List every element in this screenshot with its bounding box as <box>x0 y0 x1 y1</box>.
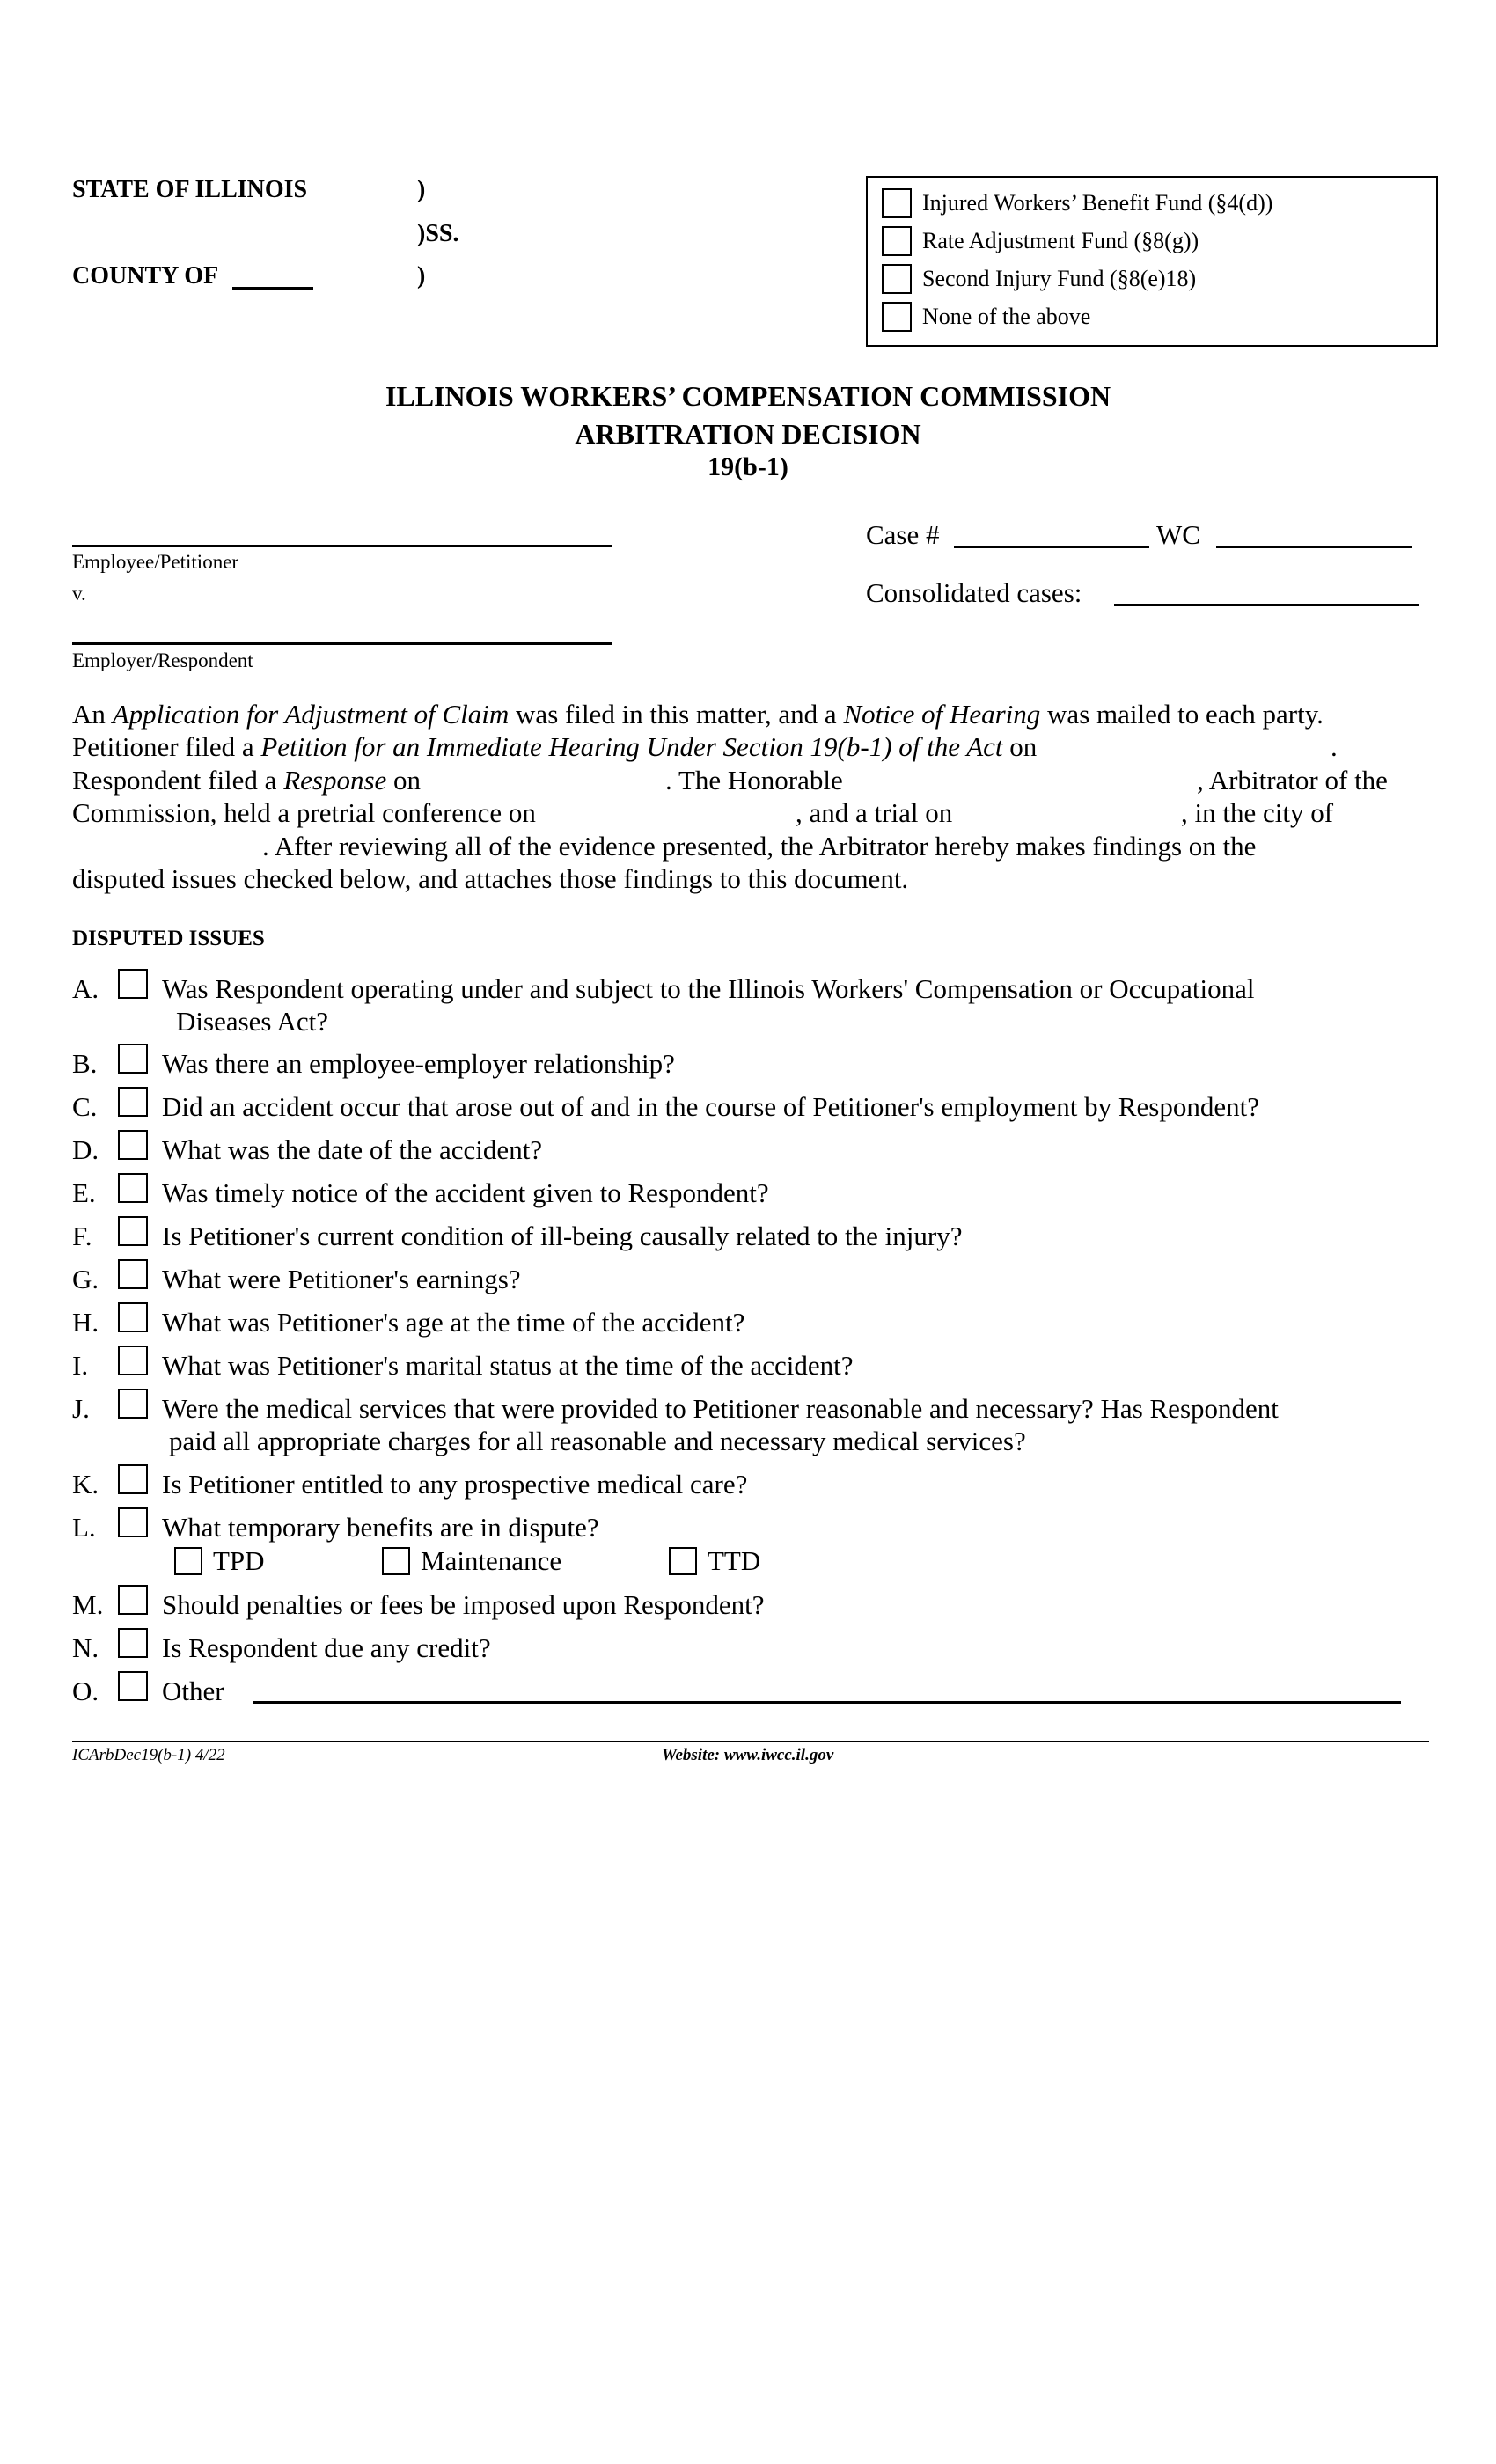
ss-label: )SS. <box>417 220 459 247</box>
intro-line-3c: , Arbitrator of the <box>1197 765 1388 796</box>
issue-text-continued: Diseases Act? <box>176 1006 329 1037</box>
text: on <box>1002 731 1038 762</box>
fund-row-none <box>882 302 1090 332</box>
issue-g-checkbox[interactable] <box>118 1259 148 1289</box>
county-field[interactable] <box>232 287 313 290</box>
issue-text: Was timely notice of the accident given to Respondent? <box>162 1177 769 1208</box>
issue-letter: M. <box>72 1589 104 1620</box>
issue-letter: G. <box>72 1264 99 1294</box>
issue-b-checkbox[interactable] <box>118 1044 148 1074</box>
issue-text: Is Respondent due any credit? <box>162 1632 491 1663</box>
issue-a-checkbox[interactable] <box>118 969 148 999</box>
issue-text: What temporary benefits are in dispute? <box>162 1512 599 1543</box>
text: was filed in this matter, and a <box>509 699 844 730</box>
issue-letter: D. <box>72 1134 99 1165</box>
consolidated-label: Consolidated cases: <box>866 577 1082 608</box>
issue-f-checkbox[interactable] <box>118 1216 148 1246</box>
issue-letter: B. <box>72 1048 98 1079</box>
issue-text: Was there an employee-employer relationship? <box>162 1048 675 1079</box>
benefit-label: Maintenance <box>421 1545 562 1576</box>
decision-title: ARBITRATION DECISION <box>575 418 921 450</box>
issue-e-checkbox[interactable] <box>118 1173 148 1203</box>
employee-name-field[interactable] <box>72 545 612 547</box>
issue-letter: K. <box>72 1469 99 1500</box>
employer-name-field[interactable] <box>72 642 612 645</box>
intro-line-4a: Commission, held a pretrial conference on <box>72 797 536 828</box>
issue-letter: O. <box>72 1676 99 1706</box>
fund-label: Second Injury Fund (§8(e)18) <box>922 266 1197 291</box>
intro-line-4c: , in the city of <box>1181 797 1334 828</box>
issue-letter: J. <box>72 1393 90 1424</box>
intro-line-4b: , and a trial on <box>796 797 953 828</box>
footer-rule <box>72 1741 1429 1742</box>
issue-text: What was Petitioner's age at the time of the accident? <box>162 1307 745 1338</box>
issue-c-checkbox[interactable] <box>118 1087 148 1117</box>
intro-line-5: . After reviewing all of the evidence presented, the Arbitrator hereby makes findings on the <box>262 831 1257 862</box>
benefit-maintenance <box>382 1545 561 1577</box>
issue-text-continued: paid all appropriate charges for all reasonable and necessary medical services? <box>169 1426 1026 1456</box>
sif-checkbox[interactable] <box>882 264 912 294</box>
intro-period: . <box>1331 731 1338 762</box>
issue-letter: A. <box>72 973 99 1004</box>
intro-line-6: disputed issues checked below, and attaches those findings to this document. <box>72 863 909 894</box>
website: Website: www.iwcc.il.gov <box>662 1746 834 1764</box>
issue-text: Were the medical services that were provided to Petitioner reasonable and necessary? Has Respondent <box>162 1393 1279 1424</box>
benefit-label: TPD <box>213 1545 265 1576</box>
ss-paren-top: ) <box>417 176 426 203</box>
wc-label: WC <box>1156 519 1200 550</box>
versus-label: v. <box>72 583 86 605</box>
text: Notice of Hearing <box>843 699 1041 730</box>
issue-text: What were Petitioner's earnings? <box>162 1264 521 1294</box>
issue-h-checkbox[interactable] <box>118 1302 148 1332</box>
issue-m-checkbox[interactable] <box>118 1585 148 1615</box>
iwbf-checkbox[interactable] <box>882 188 912 218</box>
text: Respondent filed a <box>72 765 284 796</box>
disputed-issues-heading: DISPUTED ISSUES <box>72 927 265 950</box>
text: Response <box>283 765 387 796</box>
text: Application for Adjustment of Claim <box>112 699 510 730</box>
case-number-field[interactable] <box>954 546 1149 548</box>
fund-row-raf <box>882 226 1199 256</box>
issue-text: What was the date of the accident? <box>162 1134 543 1165</box>
tpd-checkbox[interactable] <box>174 1547 202 1575</box>
raf-checkbox[interactable] <box>882 226 912 256</box>
issue-o-checkbox[interactable] <box>118 1671 148 1701</box>
consolidated-field[interactable] <box>1114 604 1419 606</box>
fund-row-sif <box>882 264 1196 294</box>
issue-letter: H. <box>72 1307 99 1338</box>
case-label: Case # <box>866 519 940 550</box>
county-label: COUNTY OF <box>72 262 219 290</box>
issue-text: Should penalties or fees be imposed upon Respondent? <box>162 1589 765 1620</box>
none-checkbox[interactable] <box>882 302 912 332</box>
ttd-checkbox[interactable] <box>669 1547 697 1575</box>
issue-i-checkbox[interactable] <box>118 1346 148 1375</box>
issue-d-checkbox[interactable] <box>118 1130 148 1160</box>
issue-text: Other <box>162 1676 224 1706</box>
text: Petition for an Immediate Hearing Under Section 19(b-1) of the Act <box>260 731 1003 762</box>
maintenance-checkbox[interactable] <box>382 1547 410 1575</box>
text: Petitioner filed a <box>72 731 261 762</box>
issue-text: What was Petitioner's marital status at the time of the accident? <box>162 1350 854 1381</box>
wc-number-field[interactable] <box>1216 546 1412 548</box>
issue-text: Did an accident occur that arose out of and in the course of Petitioner's employment by Respondent? <box>162 1091 1259 1122</box>
text: An <box>72 699 113 730</box>
issue-n-checkbox[interactable] <box>118 1628 148 1658</box>
issue-j-checkbox[interactable] <box>118 1389 148 1419</box>
issue-letter: I. <box>72 1350 89 1381</box>
employer-label: Employer/Respondent <box>72 649 253 671</box>
issue-letter: F. <box>72 1221 92 1251</box>
intro-line-2 <box>72 730 1037 764</box>
intro-line-3b: . The Honorable <box>665 765 843 796</box>
benefit-ttd <box>669 1545 760 1577</box>
text: on <box>386 765 422 796</box>
issue-k-checkbox[interactable] <box>118 1464 148 1494</box>
form-id: ICArbDec19(b-1) 4/22 <box>72 1746 225 1764</box>
issue-letter: N. <box>72 1632 99 1663</box>
issue-text: Is Petitioner entitled to any prospective medical care? <box>162 1469 748 1500</box>
commission-title: ILLINOIS WORKERS’ COMPENSATION COMMISSION <box>385 380 1111 412</box>
benefit-label: TTD <box>708 1545 761 1576</box>
employee-label: Employee/Petitioner <box>72 551 239 573</box>
section-title: 19(b-1) <box>708 452 788 481</box>
fund-label: Rate Adjustment Fund (§8(g)) <box>922 228 1199 253</box>
issue-letter: E. <box>72 1177 96 1208</box>
issue-letter: C. <box>72 1091 98 1122</box>
fund-label: None of the above <box>922 304 1091 329</box>
state-label: STATE OF ILLINOIS <box>72 176 308 203</box>
benefit-tpd <box>174 1545 265 1577</box>
issue-text: Is Petitioner's current condition of ill-being causally related to the injury? <box>162 1221 963 1251</box>
issue-text: Was Respondent operating under and subject to the Illinois Workers' Compensation or Occupational <box>162 973 1255 1004</box>
ss-paren-bottom: ) <box>417 262 426 290</box>
issue-letter: L. <box>72 1512 96 1543</box>
issue-l-checkbox[interactable] <box>118 1507 148 1537</box>
fund-label: Injured Workers’ Benefit Fund (§4(d)) <box>922 190 1273 216</box>
intro-line-1 <box>72 698 1324 731</box>
intro-line-3a <box>72 764 421 797</box>
fund-row-iwbf <box>882 188 1272 218</box>
text: was mailed to each party. <box>1040 699 1324 730</box>
other-issue-field[interactable] <box>253 1701 1401 1704</box>
